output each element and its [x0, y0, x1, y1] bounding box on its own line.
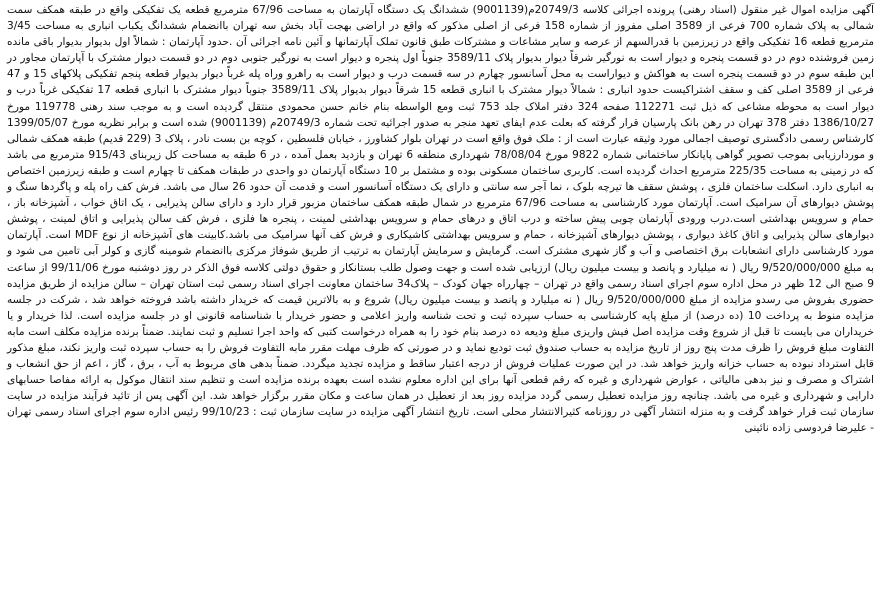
auction-notice-body: آگهی مزایده اموال غیر منقول (اسناد رهنی) پرونده اجرائی کلاسه 20749/3م(9001139) ششدانگ یک دستگاه آپارتمان به مساحت 67/96 مترمربع قطعه یک تفکیکی واقع در طبقه همکف سمت شمالی به پلاک شماره 700 فرعی از 3589 اصلی مفروز از شماره 158 فرعی از اصلی مذکور که واقع در اراضی بهجت آباد بخش سه تهران باانضمام ششدانگ یکباب انباری به مساحت 3/45 مترمربع قطعه 16 تفکیکی واقع در زیرزمین با قدرالسهم از عرصه و سایر مشاعات و مشترکات طبق قانون تملک آپارتمانها و آئین نامه اجرائی آن .حدود آپارتمان : شمالاً اول بدیوار بدیوار باقی مانده زمین فروشنده دوم در دو قسمت پنجره و دیوار است به نورگیر شرقاً دیوار بدیوار پلاک 3589/11 جنوباً اول پنجره و دیوار است به نورگیر جنوبی دوم در دو قسمت دیوار مشترک با آپارتمان مجاور در این طبقه سوم در دو قسمت پنجره است به هواکش و دیواراست به محل آسانسور چهارم در سه قسمت درب و دیوار است به راهرو وراه پله غرباً دیوار بدیوار قطعه پنجم تفکیکی پلاکهای 15 و 47 فرعی از 3589 اصلی کف و سقف اشتراکیست حدود انباری : شمالاً دیوار مشترک با انباری قطعه 15 شرقاً دیوار بدیوار پلاک 3589/11 جنوباً دیوار مشترک با انباری قطعه 17 تفکیکی غرباً درب و دیوار است به محوطه مشاعی که ذیل ثبت 112271 صفحه 324 دفتر املاک جلد 753 ثبت ومع الواسطه بنام خانم حسن محمودی منتقل گردیده است و به موجب سند رهنی 119778 مورخ 1386/10/27 دفتر 378 تهران در رهن بانک پارسیان قرار گرفته که بعلت عدم ایفای تعهد منجر به صدور اجرائیه تحت شماره 20749/3م (9001139) شده است و برابر نظریه مورخ 1399/05/07 کارشناس رسمی دادگستری توصیف اجمالی مورد وثیقه عبارت است از : ملک فوق واقع است در تهران بلوار کشاورز ، خیابان فلسطین ، کوچه بن بست نادر ، پلاک 3 (229 قدیم) طبقه همکف شمالی و موردارزیابی بموجب تصویر گواهی پایانکار ساختمانی شماره 9822 مورخ 78/08/04 شهرداری منطقه 6 تهران و بازدید بعمل آمده ، در 6 طبقه به مساحت کل زیربنای 915/43 مترمربع می باشد که در زمینی به مساحت 225/35 مترمربع احداث گردیده است. کاربری ساختمان مسکونی بوده و مشتمل بر 10 دستگاه آپارتمان دو واحدی در طبقات همکف تا چهارم است و طبقه زیرزمین اختصاص به انباری دارد. اسکلت ساختمان فلزی ، پوشش سقف ها تیرچه بلوک ، نما آجر سه سانتی و دارای یک دستگاه آسانسور است و قدمت آن حدود 26 سال می باشد. فرش کف راه پله و پاگردها سنگ و پوشش دیوارهای آن سرامیک است. آپارتمان مورد کارشناسی به مساحت 67/96 مترمربع در شمال طبقه همکف ساختمان مزبور قرار دارد و دارای سالن پذیرایی ، یک اتاق خواب ، آشپزخانه باز ، حمام و سرویس بهداشتی است.درب ورودی آپارتمان چوبی پیش ساخته و درب اتاق و درهای حمام و سرویس بهداشتی لمینت ، پنجره ها فلزی ، فرش کف سالن پذیرایی و اتاق لمینت ، پوشش دیوارهای سالن پذیرایی و اتاق کاغذ دیواری ، پوشش دیوارهای آشپزخانه ، حمام و سرویس بهداشتی کاشیکاری و فرش کف آنها سرامیک می باشد.کابینت های آشپزخانه از نوع MDF است. آپارتمان مورد کارشناسی دارای انشعابات برق اختصاصی و آب و گاز شهری مشترک است. گرمایش و سرمایش آپارتمان به ترتیب از طریق شوفاژ مرکزی باانضمام شومینه گازی و کولر آبی تامین می شود و به مبلغ 9/520/000/000 ریال ( نه میلیارد و پانصد و بیست میلیون ریال) ارزیابی شده است و جهت وصول طلب بستانکار و حقوق دولتی کلاسه فوق الذکر در روز دوشنبه مورخ 99/11/06 از ساعت 9 صبح الی 12 ظهر در محل اداره سوم اجرای اسناد رسمی واقع در تهران – چهارراه جهان کودک – پلاک34 ساختمان معاونت اجرای اسناد رسمی ثبت استان تهران – سالن مزایده از طریق مزایده حضوری بفروش می رسدو مزایده از مبلغ 9/520/000/000 ریال ( نه میلیارد و پانصد و بیست میلیون ریال) شروع و به بالاترین قیمت که خریدار داشته باشد فروخته خواهد شد ، شرکت در جلسه مزایده منوط به پرداخت 10 (ده درصد) از مبلغ پایه کارشناسی به حساب سپرده ثبت و تحت شناسه واریز اعلامی و حضور خریدار با شناسنامه قانونی او در جلسه مزایده است. لذا خریدار و یا خریداران می بایست تا قبل از شروع وقت مزایده اصل فیش واریزی مبلغ ودیعه ده درصد بنام خود را به همراه درخواست کتبی که واحد اجرا تسلیم و ثبت نمایند. ضمناً برنده مزایده مکلف است مابه التفاوت مبلغ فروش را ظرف مدت پنج روز از تاریخ مزایده به حساب صندوق ثبت تودیع نماید و در صورتی که ظرف مهلت مقرر مابه التفاوت فروش را به حساب سپرده ثبت واریز نکند، مبلغ مذکور قابل استرداد نبوده به حساب خزانه واریز خواهد شد. در این صورت عملیات فروش از درجه اعتبار ساقط و مزایده تجدید میگردد. ضمناً بدهی های مربوط به آب ، برق ، گاز ، اعم از حق انشعاب و اشتراک و مصرف و نیز بدهی مالیاتی ، عوارض شهرداری و غیره که رقم قطعی آنها برای این اداره معلوم نشده است بعهده برنده مزایده است و تنظیم سند انتقال موکول به ارائه مفاصا حسابهای دارایی و شهرداری و غیره می باشد. چنانچه روز مزایده تعطیل رسمی گردد مزایده روز بعد از تعطیل در همان ساعت و مکان مقرر برگزار خواهد شد. این آگهی پس از تائید فرآیند مزایده در سایت سازمان ثبت قرار خواهد گرفت و به منزله انتشار آگهی در روزنامه کثیرالانتشار محلی است. تاریخ انتشار آگهی مزایده در سایت سازمان ثبت : 99/10/23 رئیس اداره سوم اجرای اسناد رسمی تهران - علیرضا فردوسی زاده نائینی: [7, 4, 875, 435]
